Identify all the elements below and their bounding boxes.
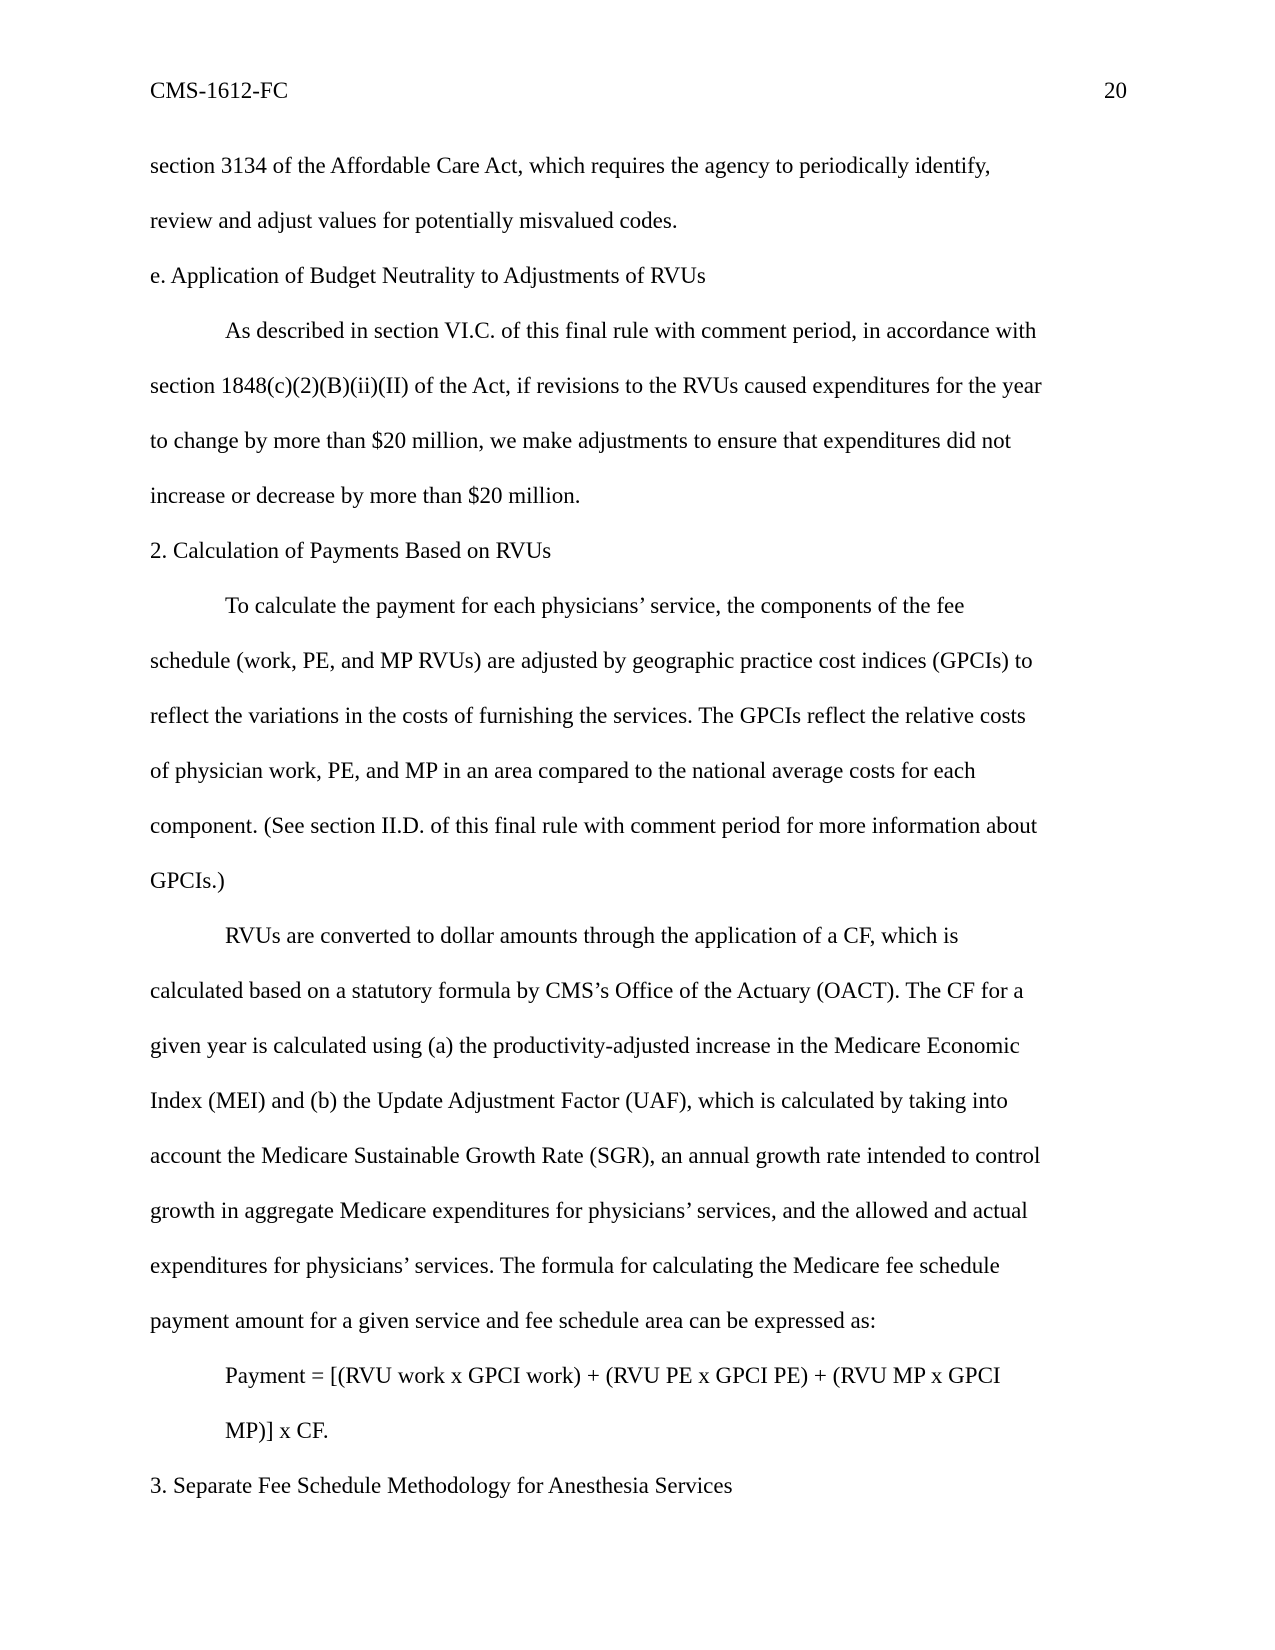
body-line: increase or decrease by more than $20 million.	[150, 483, 581, 508]
document-id: CMS-1612-FC	[150, 78, 289, 103]
formula-line: MP)] x CF.	[225, 1418, 329, 1443]
body-line: RVUs are converted to dollar amounts through the application of a CF, which is	[225, 923, 959, 948]
body-line: reflect the variations in the costs of furnishing the services. The GPCIs reflect the relative costs	[150, 703, 1026, 728]
body-line: account the Medicare Sustainable Growth Rate (SGR), an annual growth rate intended to control	[150, 1143, 1041, 1168]
formula-line: Payment = [(RVU work x GPCI work) + (RVU PE x GPCI PE) + (RVU MP x GPCI	[225, 1363, 1001, 1388]
body-line: growth in aggregate Medicare expenditures for physicians’ services, and the allowed and actual	[150, 1198, 1028, 1223]
body-line: given year is calculated using (a) the productivity-adjusted increase in the Medicare Economic	[150, 1033, 1020, 1058]
body-line: Index (MEI) and (b) the Update Adjustment Factor (UAF), which is calculated by taking into	[150, 1088, 1008, 1113]
body-line: section 3134 of the Affordable Care Act, which requires the agency to periodically identify,	[150, 153, 991, 178]
body-line: expenditures for physicians’ services. The formula for calculating the Medicare fee schedule	[150, 1253, 1000, 1278]
body-line: As described in section VI.C. of this final rule with comment period, in accordance with	[225, 318, 1037, 343]
body-line: GPCIs.)	[150, 868, 225, 893]
body-line: schedule (work, PE, and MP RVUs) are adjusted by geographic practice cost indices (GPCIs) to	[150, 648, 1033, 673]
page-number: 20	[1104, 78, 1127, 103]
body-line: of physician work, PE, and MP in an area compared to the national average costs for each	[150, 758, 976, 783]
body-line: to change by more than $20 million, we make adjustments to ensure that expenditures did not	[150, 428, 1012, 453]
body-line: payment amount for a given service and fee schedule area can be expressed as:	[150, 1308, 877, 1333]
section-heading: 2. Calculation of Payments Based on RVUs	[150, 538, 552, 563]
body-line: review and adjust values for potentially misvalued codes.	[150, 208, 678, 233]
body-line: component. (See section II.D. of this final rule with comment period for more information about	[150, 813, 1038, 838]
section-heading: 3. Separate Fee Schedule Methodology for Anesthesia Services	[150, 1473, 733, 1498]
body-line: calculated based on a statutory formula by CMS’s Office of the Actuary (OACT). The CF for a	[150, 978, 1024, 1003]
section-heading: e. Application of Budget Neutrality to Adjustments of RVUs	[150, 263, 706, 288]
body-line: To calculate the payment for each physicians’ service, the components of the fee	[225, 593, 965, 618]
body-line: section 1848(c)(2)(B)(ii)(II) of the Act, if revisions to the RVUs caused expenditures for the year	[150, 373, 1042, 398]
